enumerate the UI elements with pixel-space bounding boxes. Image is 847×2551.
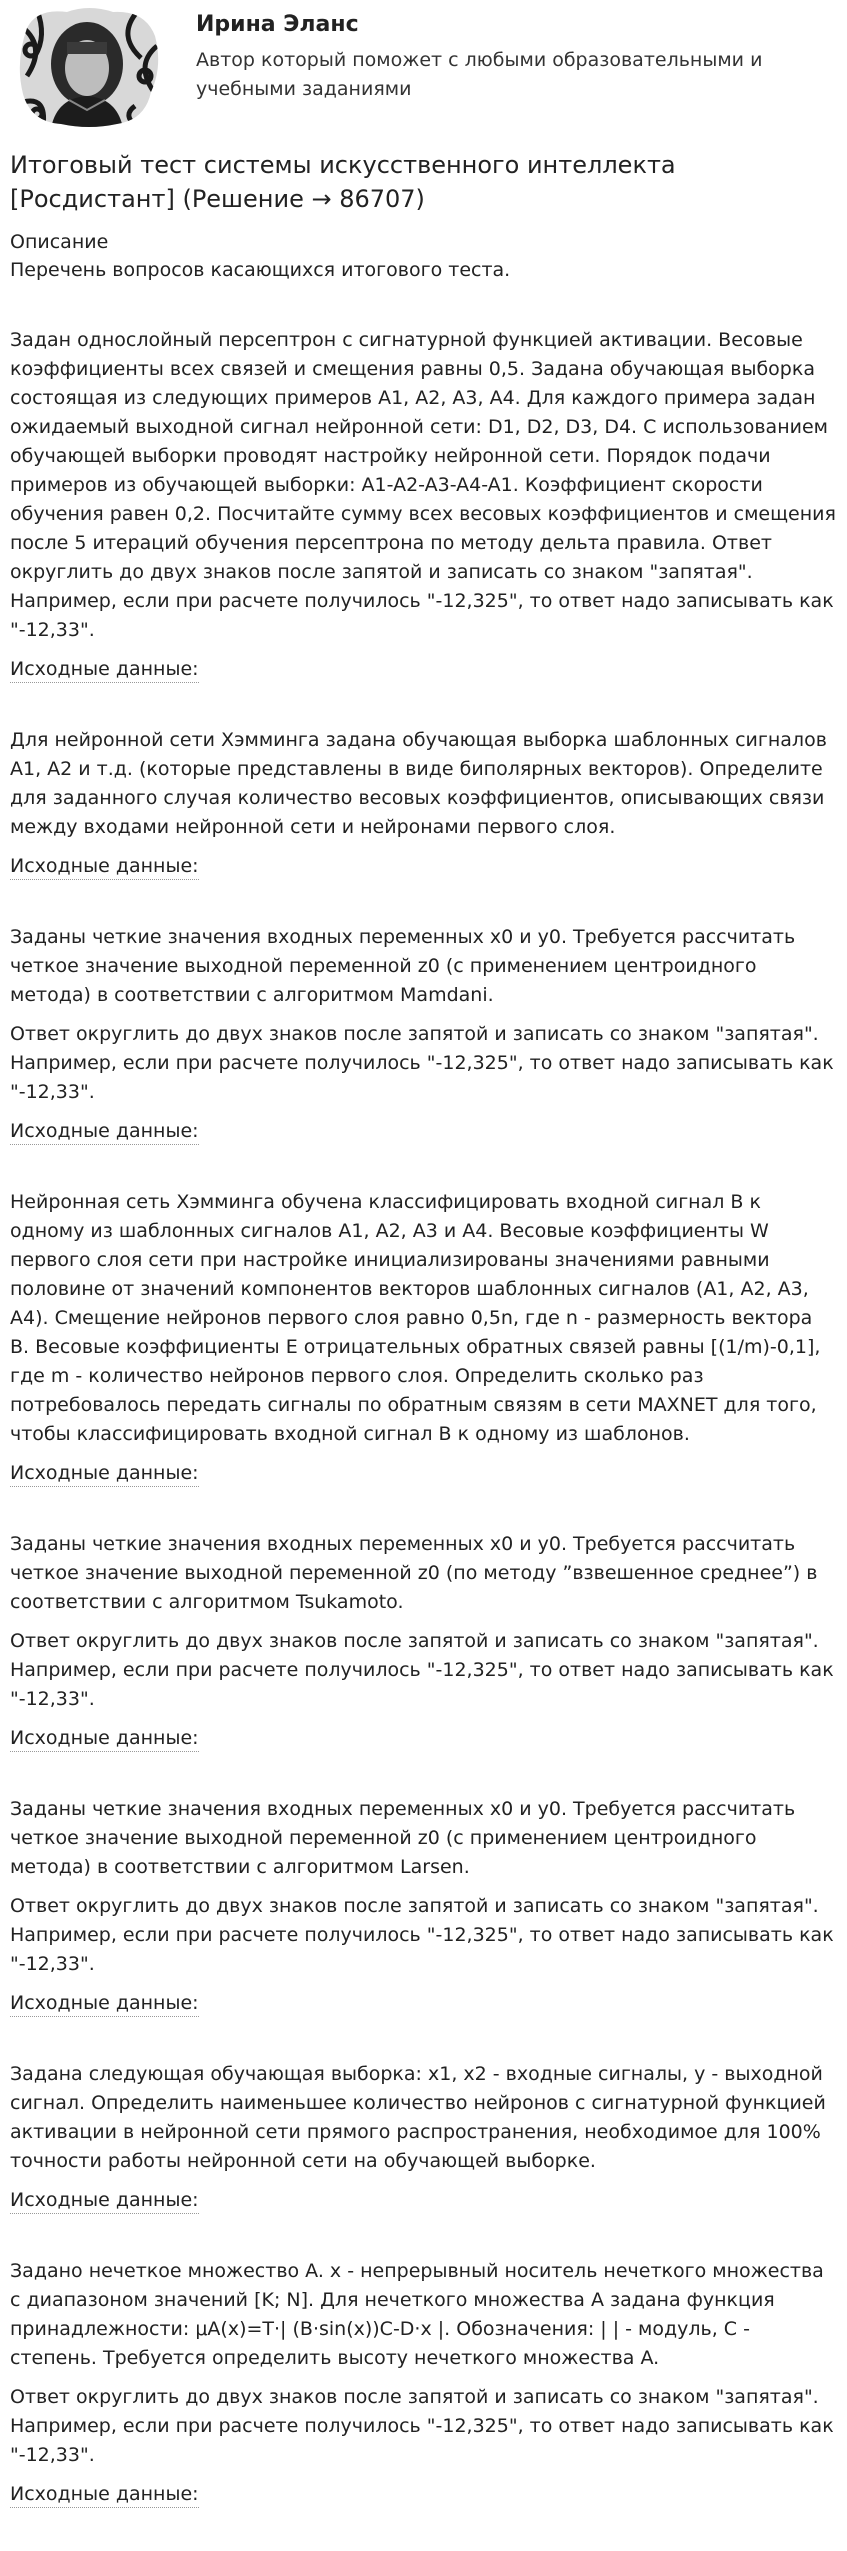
source-data-label: Исходные данные: xyxy=(10,853,199,880)
answer-format-note: Ответ округлить до двух знаков после запятой и записать со знаком "запятая". Например, если при расчете получилось "-12,325", то ответ надо записывать как "-12,33". xyxy=(10,1895,834,1975)
question-6 xyxy=(10,1795,837,2018)
answer-format-note: Ответ округлить до двух знаков после запятой и записать со знаком "запятая". Например, если при расчете получилось "-12,325", то ответ надо записывать как "-12,33". xyxy=(10,1630,834,1710)
source-data-label: Исходные данные: xyxy=(10,1118,199,1145)
source-data-label: Исходные данные: xyxy=(10,1460,199,1487)
source-data-label: Исходные данные: xyxy=(10,656,199,683)
answer-format-note: Ответ округлить до двух знаков после запятой и записать со знаком "запятая". Например, если при расчете получилось "-12,325", то ответ надо записывать как "-12,33". xyxy=(10,1023,834,1103)
source-data-label: Исходные данные: xyxy=(10,2481,199,2508)
answer-format-note: Ответ округлить до двух знаков после запятой и записать со знаком "запятая". Например, если при расчете получилось "-12,325", то ответ надо записывать как "-12,33". xyxy=(10,2386,834,2466)
question-1 xyxy=(10,326,837,684)
question-3 xyxy=(10,923,837,1146)
question-text: Заданы четкие значения входных переменных x0 и y0. Требуется рассчитать четкое значение выходной переменной z0 (с применением центроидного метода) в соответствии с алгоритмом Larsen. xyxy=(10,1798,796,1878)
author-description: Автор который поможет с любыми образовательными и учебными заданиями xyxy=(196,49,763,100)
source-data-label: Исходные данные: xyxy=(10,1990,199,2017)
question-list xyxy=(10,326,837,2509)
question-8 xyxy=(10,2257,837,2509)
question-5 xyxy=(10,1530,837,1753)
question-text: Задана следующая обучающая выборка: x1, x2 - входные сигналы, y - выходной сигнал. Определить наименьшее количество нейронов с сигнатурной функцией активации в нейронной сети прямого распространения, необходимое для 100% точности работы нейронной сети на обучающей выборке. xyxy=(10,2063,826,2172)
source-data-label: Исходные данные: xyxy=(10,1725,199,1752)
question-text: Заданы четкие значения входных переменных x0 и y0. Требуется рассчитать четкое значение выходной переменной z0 (по методу ”взвешенное среднее”) в соответствии с алгоритмом Tsukamoto. xyxy=(10,1533,818,1613)
question-text: Задан однослойный персептрон с сигнатурной функцией активации. Весовые коэффициенты всех связей и смещения равны 0,5. Задана обучающая выборка состоящая из следующих примеров A1, A2, A3, A4. Для каждого примера задан ожидаемый выходной сигнал нейронной сети: D1, D2, D3, D4. С использованием обучающей выборки проводят настройку нейронной сети. Порядок подачи примеров из обучающей выборки: A1-A2-A3-A4-A1. Коэффициент скорости обучения равен 0,2. Посчитайте сумму всех весовых коэффициентов и смещения после 5 итераций обучения персептрона по методу дельта правила. Ответ округлить до двух знаков после запятой и записать со знаком "запятая". Например, если при расчете получилось "-12,325", то ответ надо записывать как "-12,33". xyxy=(10,329,836,641)
question-text: Нейронная сеть Хэмминга обучена классифицировать входной сигнал B к одному из шаблонных сигналов A1, A2, A3 и A4. Весовые коэффициенты W первого слоя сети при настройке инициализированы значениями равными половине от значений компонентов векторов шаблонных сигналов (A1, A2, A3, A4). Смещение нейронов первого слоя равно 0,5n, где n - размерность вектора B. Весовые коэффициенты E отрицательных обратных связей равны [(1/m)-0,1], где m - количество нейронов первого слоя. Определить сколько раз потребовалось передать сигналы по обратным связям в сети MAXNET для того, чтобы классифицировать входной сигнал B к одному из шаблонов. xyxy=(10,1191,821,1445)
page-title: Итоговый тест системы искусственного интеллекта [Росдистант] (Решение → 86707) xyxy=(10,151,676,213)
question-2 xyxy=(10,726,837,881)
question-text: Задано нечеткое множество A. x - непрерывный носитель нечеткого множества с диапазоном значений [K; N]. Для нечеткого множества A задана функция принадлежности: μA(x)=T·| (B·sin(x))C-D·x |. Обозначения: | | - модуль, C - степень. Требуется определить высоту нечеткого множества A. xyxy=(10,2260,824,2369)
source-data-label: Исходные данные: xyxy=(10,2187,199,2214)
question-text: Заданы четкие значения входных переменных x0 и y0. Требуется рассчитать четкое значение выходной переменной z0 (с применением центроидного метода) в соответствии с алгоритмом Mamdani. xyxy=(10,926,796,1006)
description-text: Перечень вопросов касающихся итогового теста. xyxy=(10,259,511,281)
description-label: Описание xyxy=(10,231,109,253)
question-text: Для нейронной сети Хэмминга задана обучающая выборка шаблонных сигналов A1, A2 и т.д. (которые представлены в виде биполярных векторов). Определите для заданного случая количество весовых коэффициентов, описывающих связи между входами нейронной сети и нейронами первого слоя. xyxy=(10,729,827,838)
question-4 xyxy=(10,1188,837,1488)
author-name[interactable]: Ирина Эланс xyxy=(196,12,359,37)
author-card xyxy=(10,0,837,140)
author-avatar[interactable] xyxy=(17,6,161,128)
question-7 xyxy=(10,2060,837,2215)
